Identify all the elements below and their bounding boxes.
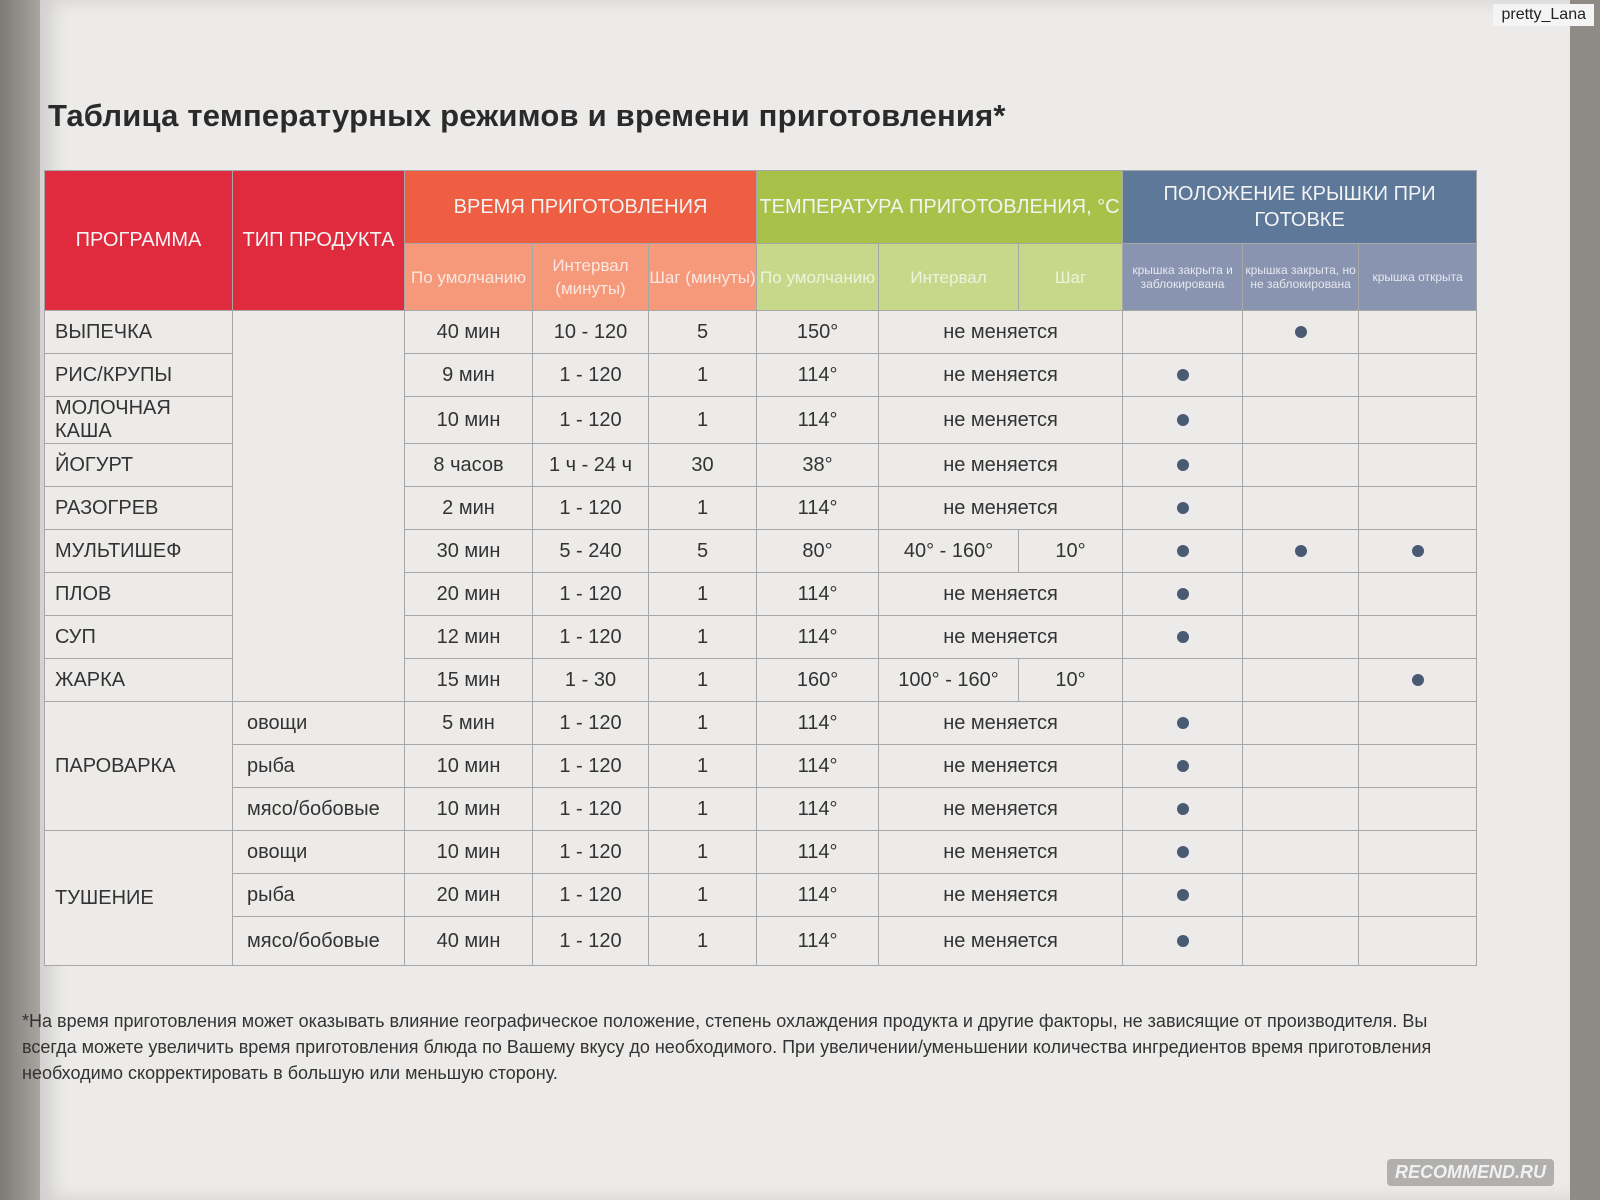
lid-closed-locked-cell [1123, 788, 1243, 831]
lid-position-dot-icon [1177, 502, 1189, 514]
product-cell: мясо/бобовые [233, 917, 405, 966]
temp-interval-cell: не меняется [879, 745, 1123, 788]
temp-interval-cell: не меняется [879, 444, 1123, 487]
time-default-cell: 30 мин [405, 530, 533, 573]
temp-default-cell: 114° [757, 702, 879, 745]
time-interval-cell: 10 - 120 [533, 311, 649, 354]
temp-default-cell: 114° [757, 874, 879, 917]
header-lid: ПОЛОЖЕНИЕ КРЫШКИ ПРИ ГОТОВКЕ [1123, 171, 1477, 244]
temp-default-cell: 114° [757, 573, 879, 616]
lid-open-cell [1359, 702, 1477, 745]
header-temp-step: Шаг [1019, 244, 1123, 311]
program-cell: СУП [45, 616, 233, 659]
temp-interval-cell: не меняется [879, 831, 1123, 874]
lid-position-dot-icon [1177, 459, 1189, 471]
lid-closed-locked-cell [1123, 745, 1243, 788]
temp-default-cell: 160° [757, 659, 879, 702]
lid-closed-locked-cell [1123, 354, 1243, 397]
lid-position-dot-icon [1177, 414, 1189, 426]
lid-position-dot-icon [1177, 846, 1189, 858]
temp-interval-cell: не меняется [879, 311, 1123, 354]
time-step-cell: 1 [649, 745, 757, 788]
time-step-cell: 1 [649, 659, 757, 702]
header-temp-default: По умолчанию [757, 244, 879, 311]
header-time: ВРЕМЯ ПРИГОТОВЛЕНИЯ [405, 171, 757, 244]
footnote: *На время приготовления может оказывать влияние географическое положение, степень охлаждения продукта и другие факторы, не зависящие от производителя. Вы всегда можете увеличить время приготовления блюда по Вашему вкусу до необходимого. При увеличении/уменьшении количества ингредиентов время приготовления необходимо скорректировать в большую или меньшую сторону. [22, 1011, 1432, 1083]
temp-step-cell: 10° [1019, 659, 1123, 702]
lid-closed-unlocked-cell [1243, 745, 1359, 788]
header-product-type: ТИП ПРОДУКТА [233, 171, 405, 311]
temp-default-cell: 114° [757, 487, 879, 530]
time-default-cell: 5 мин [405, 702, 533, 745]
page-title: Таблица температурных режимов и времени приготовления* [48, 98, 1006, 133]
time-interval-cell: 1 - 120 [533, 397, 649, 444]
header-time-default: По умолчанию [405, 244, 533, 311]
lid-open-cell [1359, 444, 1477, 487]
lid-open-cell [1359, 831, 1477, 874]
lid-position-dot-icon [1412, 674, 1424, 686]
product-cell-empty [233, 311, 405, 702]
header-time-interval: Интервал (минуты) [533, 244, 649, 311]
time-default-cell: 20 мин [405, 573, 533, 616]
lid-closed-locked-cell [1123, 616, 1243, 659]
lid-closed-unlocked-cell [1243, 354, 1359, 397]
lid-closed-unlocked-cell [1243, 487, 1359, 530]
lid-closed-locked-cell [1123, 702, 1243, 745]
time-interval-cell: 1 - 120 [533, 702, 649, 745]
product-cell: рыба [233, 745, 405, 788]
header-temp-interval: Интервал [879, 244, 1019, 311]
time-interval-cell: 1 - 120 [533, 874, 649, 917]
temp-interval-cell: 100° - 160° [879, 659, 1019, 702]
time-step-cell: 5 [649, 311, 757, 354]
table-row [45, 917, 1477, 966]
lid-closed-locked-cell [1123, 444, 1243, 487]
time-interval-cell: 1 - 120 [533, 788, 649, 831]
header-lid-closed-unlocked: крышка закрыта, но не заблокирована [1243, 244, 1359, 311]
time-default-cell: 10 мин [405, 831, 533, 874]
time-step-cell: 1 [649, 788, 757, 831]
time-default-cell: 15 мин [405, 659, 533, 702]
time-step-cell: 1 [649, 874, 757, 917]
temp-interval-cell: не меняется [879, 573, 1123, 616]
program-cell: ВЫПЕЧКА [45, 311, 233, 354]
time-default-cell: 40 мин [405, 311, 533, 354]
lid-position-dot-icon [1177, 935, 1189, 947]
lid-open-cell [1359, 573, 1477, 616]
lid-position-dot-icon [1177, 717, 1189, 729]
temp-interval-cell: не меняется [879, 917, 1123, 966]
program-cell: ЖАРКА [45, 659, 233, 702]
lid-open-cell [1359, 788, 1477, 831]
lid-open-cell [1359, 917, 1477, 966]
lid-position-dot-icon [1177, 803, 1189, 815]
lid-open-cell [1359, 354, 1477, 397]
table-row [45, 702, 1477, 745]
temp-default-cell: 114° [757, 397, 879, 444]
time-step-cell: 1 [649, 702, 757, 745]
lid-position-dot-icon [1177, 760, 1189, 772]
lid-closed-unlocked-cell [1243, 874, 1359, 917]
temp-interval-cell: не меняется [879, 354, 1123, 397]
program-cell: МУЛЬТИШЕФ [45, 530, 233, 573]
time-interval-cell: 1 - 120 [533, 354, 649, 397]
temp-interval-cell: не меняется [879, 788, 1123, 831]
lid-closed-unlocked-cell [1243, 702, 1359, 745]
lid-open-cell [1359, 616, 1477, 659]
time-step-cell: 1 [649, 917, 757, 966]
temp-default-cell: 38° [757, 444, 879, 487]
lid-closed-locked-cell [1123, 917, 1243, 966]
lid-closed-unlocked-cell [1243, 444, 1359, 487]
time-default-cell: 10 мин [405, 788, 533, 831]
time-default-cell: 20 мин [405, 874, 533, 917]
table-body [45, 311, 1477, 966]
temp-default-cell: 114° [757, 831, 879, 874]
temp-interval-cell: не меняется [879, 874, 1123, 917]
lid-closed-unlocked-cell [1243, 573, 1359, 616]
time-interval-cell: 1 - 120 [533, 831, 649, 874]
lid-open-cell [1359, 397, 1477, 444]
product-cell: овощи [233, 702, 405, 745]
time-interval-cell: 5 - 240 [533, 530, 649, 573]
product-cell: мясо/бобовые [233, 788, 405, 831]
temp-default-cell: 114° [757, 616, 879, 659]
temp-default-cell: 150° [757, 311, 879, 354]
lid-open-cell [1359, 659, 1477, 702]
lid-closed-locked-cell [1123, 573, 1243, 616]
lid-closed-unlocked-cell [1243, 616, 1359, 659]
lid-closed-unlocked-cell [1243, 397, 1359, 444]
time-interval-cell: 1 - 120 [533, 745, 649, 788]
site-logo: RECOMMEND.RU [1387, 1159, 1554, 1186]
lid-closed-unlocked-cell [1243, 831, 1359, 874]
temp-interval-cell: не меняется [879, 487, 1123, 530]
lid-position-dot-icon [1177, 545, 1189, 557]
lid-closed-unlocked-cell [1243, 530, 1359, 573]
lid-closed-unlocked-cell [1243, 788, 1359, 831]
temp-interval-cell: 40° - 160° [879, 530, 1019, 573]
program-cell: ПЛОВ [45, 573, 233, 616]
lid-closed-unlocked-cell [1243, 311, 1359, 354]
time-default-cell: 10 мин [405, 397, 533, 444]
lid-open-cell [1359, 530, 1477, 573]
time-step-cell: 1 [649, 487, 757, 530]
lid-position-dot-icon [1177, 889, 1189, 901]
lid-closed-locked-cell [1123, 831, 1243, 874]
lid-open-cell [1359, 487, 1477, 530]
lid-closed-locked-cell [1123, 487, 1243, 530]
lid-closed-locked-cell [1123, 874, 1243, 917]
time-step-cell: 1 [649, 573, 757, 616]
time-interval-cell: 1 ч - 24 ч [533, 444, 649, 487]
lid-position-dot-icon [1412, 545, 1424, 557]
program-cell: ТУШЕНИЕ [45, 831, 233, 966]
table-row [45, 874, 1477, 917]
lid-position-dot-icon [1177, 588, 1189, 600]
temp-interval-cell: не меняется [879, 702, 1123, 745]
lid-position-dot-icon [1295, 326, 1307, 338]
table-row [45, 831, 1477, 874]
product-cell: овощи [233, 831, 405, 874]
table-row [45, 311, 1477, 354]
time-default-cell: 9 мин [405, 354, 533, 397]
time-default-cell: 10 мин [405, 745, 533, 788]
header-time-step: Шаг (минуты) [649, 244, 757, 311]
lid-closed-locked-cell [1123, 659, 1243, 702]
time-default-cell: 12 мин [405, 616, 533, 659]
time-step-cell: 30 [649, 444, 757, 487]
time-default-cell: 2 мин [405, 487, 533, 530]
program-cell: РИС/КРУПЫ [45, 354, 233, 397]
time-interval-cell: 1 - 30 [533, 659, 649, 702]
lid-position-dot-icon [1295, 545, 1307, 557]
time-interval-cell: 1 - 120 [533, 487, 649, 530]
temp-step-cell: 10° [1019, 530, 1123, 573]
time-step-cell: 1 [649, 616, 757, 659]
lid-closed-locked-cell [1123, 397, 1243, 444]
lid-open-cell [1359, 745, 1477, 788]
header-temperature: ТЕМПЕРАТУРА ПРИГОТОВЛЕНИЯ, °С [757, 171, 1123, 244]
program-cell: МОЛОЧНАЯ КАША [45, 397, 233, 444]
table-row [45, 745, 1477, 788]
temp-default-cell: 80° [757, 530, 879, 573]
time-step-cell: 5 [649, 530, 757, 573]
lid-open-cell [1359, 311, 1477, 354]
cooking-modes-table [44, 170, 1477, 966]
temp-default-cell: 114° [757, 788, 879, 831]
time-interval-cell: 1 - 120 [533, 917, 649, 966]
time-default-cell: 8 часов [405, 444, 533, 487]
time-default-cell: 40 мин [405, 917, 533, 966]
temp-default-cell: 114° [757, 354, 879, 397]
lid-closed-locked-cell [1123, 530, 1243, 573]
lid-closed-unlocked-cell [1243, 659, 1359, 702]
time-step-cell: 1 [649, 831, 757, 874]
temp-interval-cell: не меняется [879, 616, 1123, 659]
time-step-cell: 1 [649, 397, 757, 444]
lid-position-dot-icon [1177, 631, 1189, 643]
lid-closed-unlocked-cell [1243, 917, 1359, 966]
product-cell: рыба [233, 874, 405, 917]
header-program: ПРОГРАММА [45, 171, 233, 311]
program-cell: ЙОГУРТ [45, 444, 233, 487]
temp-default-cell: 114° [757, 917, 879, 966]
lid-position-dot-icon [1177, 369, 1189, 381]
program-cell: ПАРОВАРКА [45, 702, 233, 831]
time-interval-cell: 1 - 120 [533, 616, 649, 659]
lid-closed-locked-cell [1123, 311, 1243, 354]
lid-open-cell [1359, 874, 1477, 917]
time-interval-cell: 1 - 120 [533, 573, 649, 616]
author-watermark: pretty_Lana [1493, 4, 1594, 26]
time-step-cell: 1 [649, 354, 757, 397]
temp-default-cell: 114° [757, 745, 879, 788]
header-lid-open: крышка открыта [1359, 244, 1477, 311]
header-lid-closed-locked: крышка закрыта и заблокирована [1123, 244, 1243, 311]
program-cell: РАЗОГРЕВ [45, 487, 233, 530]
temp-interval-cell: не меняется [879, 397, 1123, 444]
table-row [45, 788, 1477, 831]
